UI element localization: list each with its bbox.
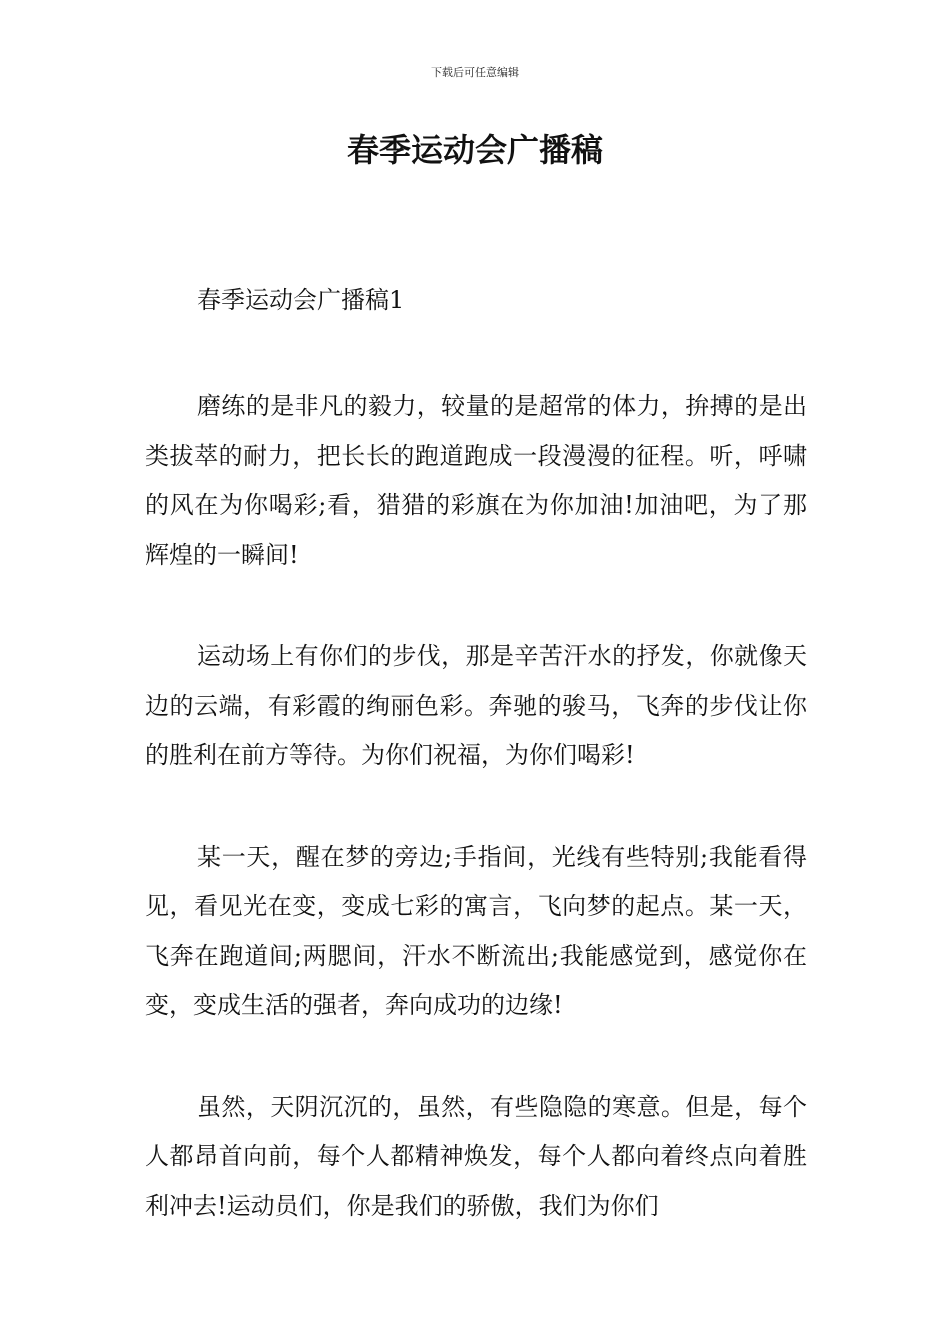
paragraph-4: 虽然，天阴沉沉的，虽然，有些隐隐的寒意。但是，每个人都昂首向前，每个人都精神焕发，每个人都向着终点向着胜利冲去!运动员们，你是我们的骄傲，我们为你们: [145, 1092, 807, 1220]
document-body: [145, 280, 807, 1231]
paragraph-1: 磨练的是非凡的毅力，较量的是超常的体力，拚搏的是出类拔萃的耐力，把长长的跑道跑成一段漫漫的征程。听，呼啸的风在为你喝彩;看，猎猎的彩旗在为你加油!加油吧，为了那辉煌的一瞬间!: [145, 392, 807, 569]
document-title: 春季运动会广播稿: [346, 131, 603, 169]
spacer: [145, 580, 807, 632]
spacer: [145, 1031, 807, 1083]
spacer: [145, 320, 807, 382]
paragraph-3: 某一天，醒在梦的旁边;手指间，光线有些特别;我能看得见，看见光在变，变成七彩的寓言，飞向梦的起点。某一天，飞奔在跑道间;两腮间，汗水不断流出;我能感觉到，感觉你在变，变成生活的强者，奔向成功的边缘!: [145, 842, 807, 1019]
section-title: 春季运动会广播稿1: [197, 286, 405, 314]
paragraph-2: 运动场上有你们的步伐，那是辛苦汗水的抒发，你就像天边的云端，有彩霞的绚丽色彩。奔驰的骏马，飞奔的步伐让你的胜利在前方等待。为你们祝福，为你们喝彩!: [145, 642, 807, 769]
spacer: [145, 781, 807, 833]
header-note: 下载后可任意编辑: [431, 66, 519, 79]
